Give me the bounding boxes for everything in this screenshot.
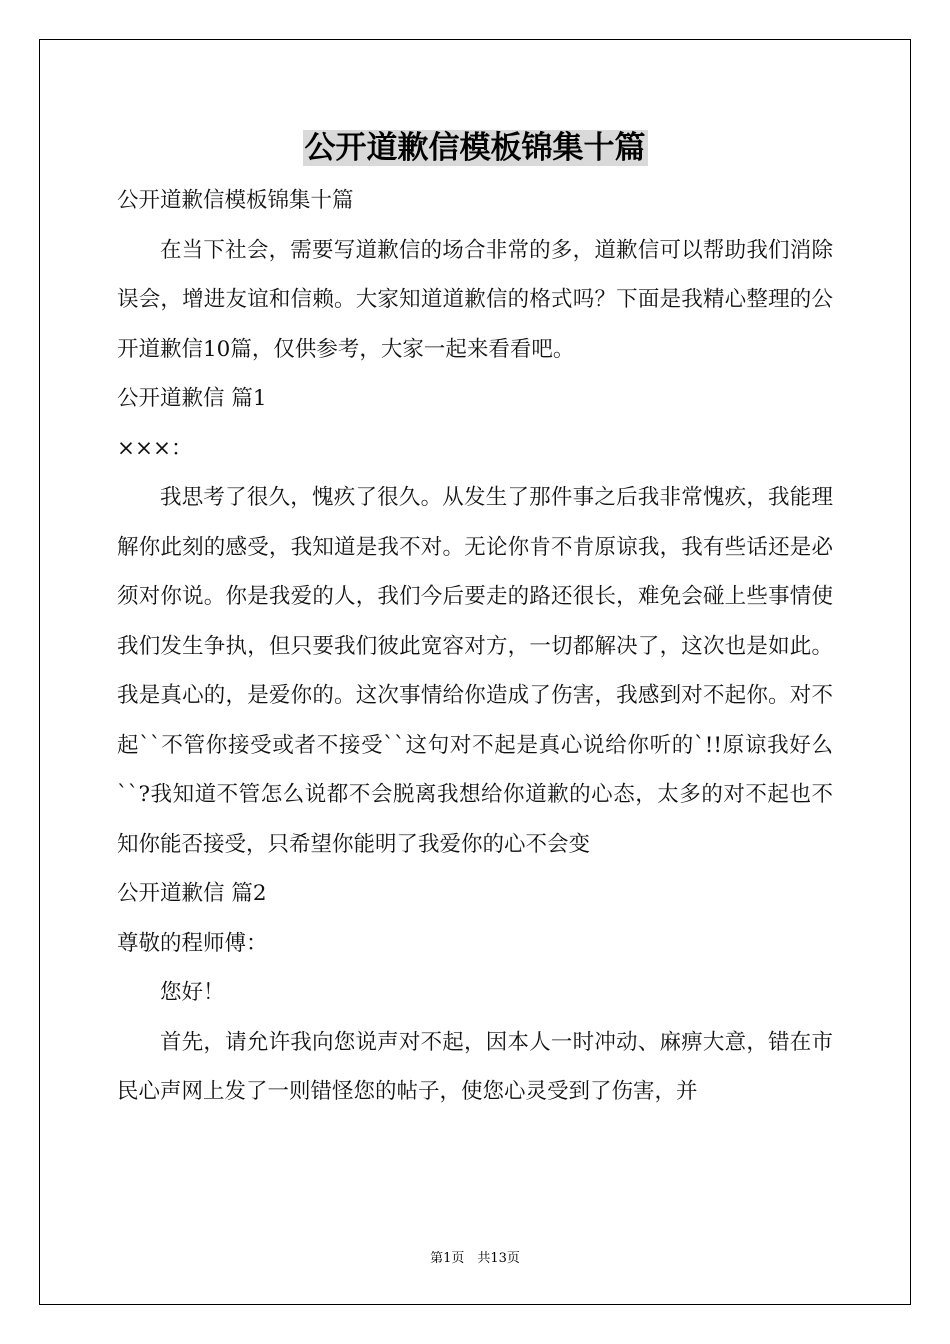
section-2-salutation: 尊敬的程师傅： [117, 930, 268, 956]
section-1-salutation: ×××： [117, 435, 193, 461]
section-2-greeting: 您好！ [160, 980, 225, 1005]
page-number: 第1页 共13页 [430, 1251, 520, 1266]
document-title [0, 126, 950, 170]
subtitle: 公开道歉信模板锦集十篇 [117, 188, 354, 213]
section-1-heading: 公开道歉信 篇1 [117, 386, 267, 411]
section-1-body: 我思考了很久，愧疚了很久。从发生了那件事之后我非常愧疚，我能理解你此刻的感受，我知道是我不对。无论你肯不肯原谅我，我有些话还是必须对你说。你是我爱的人，我们今后要走的路还很长，难免会碰上些事情使我们发生争执，但只要我们彼此宽容对方，一切都解决了，这次也是如此。我是真心的，是爱你的。这次事情给你造成了伤害，我感到对不起你。对不起``不管你接受或者不接受``这句对不起是真心说给你听的`!!原谅我好么``?我知道不管怎么说都不会脱离我想给你道歉的心态，太多的对不起也不知你能否接受，只希望你能明了我爱你的心不会变 [117, 485, 833, 857]
section-2-body: 首先，请允许我向您说声对不起，因本人一时冲动、麻痹大意，错在市民心声网上发了一则错怪您的帖子，使您心灵受到了伤害，并 [117, 1029, 833, 1104]
intro-paragraph: 在当下社会，需要写道歉信的场合非常的多，道歉信可以帮助我们消除误会，增进友谊和信赖。大家知道道歉信的格式吗？下面是我精心整理的公开道歉信10篇，仅供参考，大家一起来看看吧。 [117, 237, 833, 362]
document-body [117, 176, 833, 1117]
section-2-heading: 公开道歉信 篇2 [117, 881, 267, 906]
title-text: 公开道歉信模板锦集十篇 [304, 130, 646, 166]
